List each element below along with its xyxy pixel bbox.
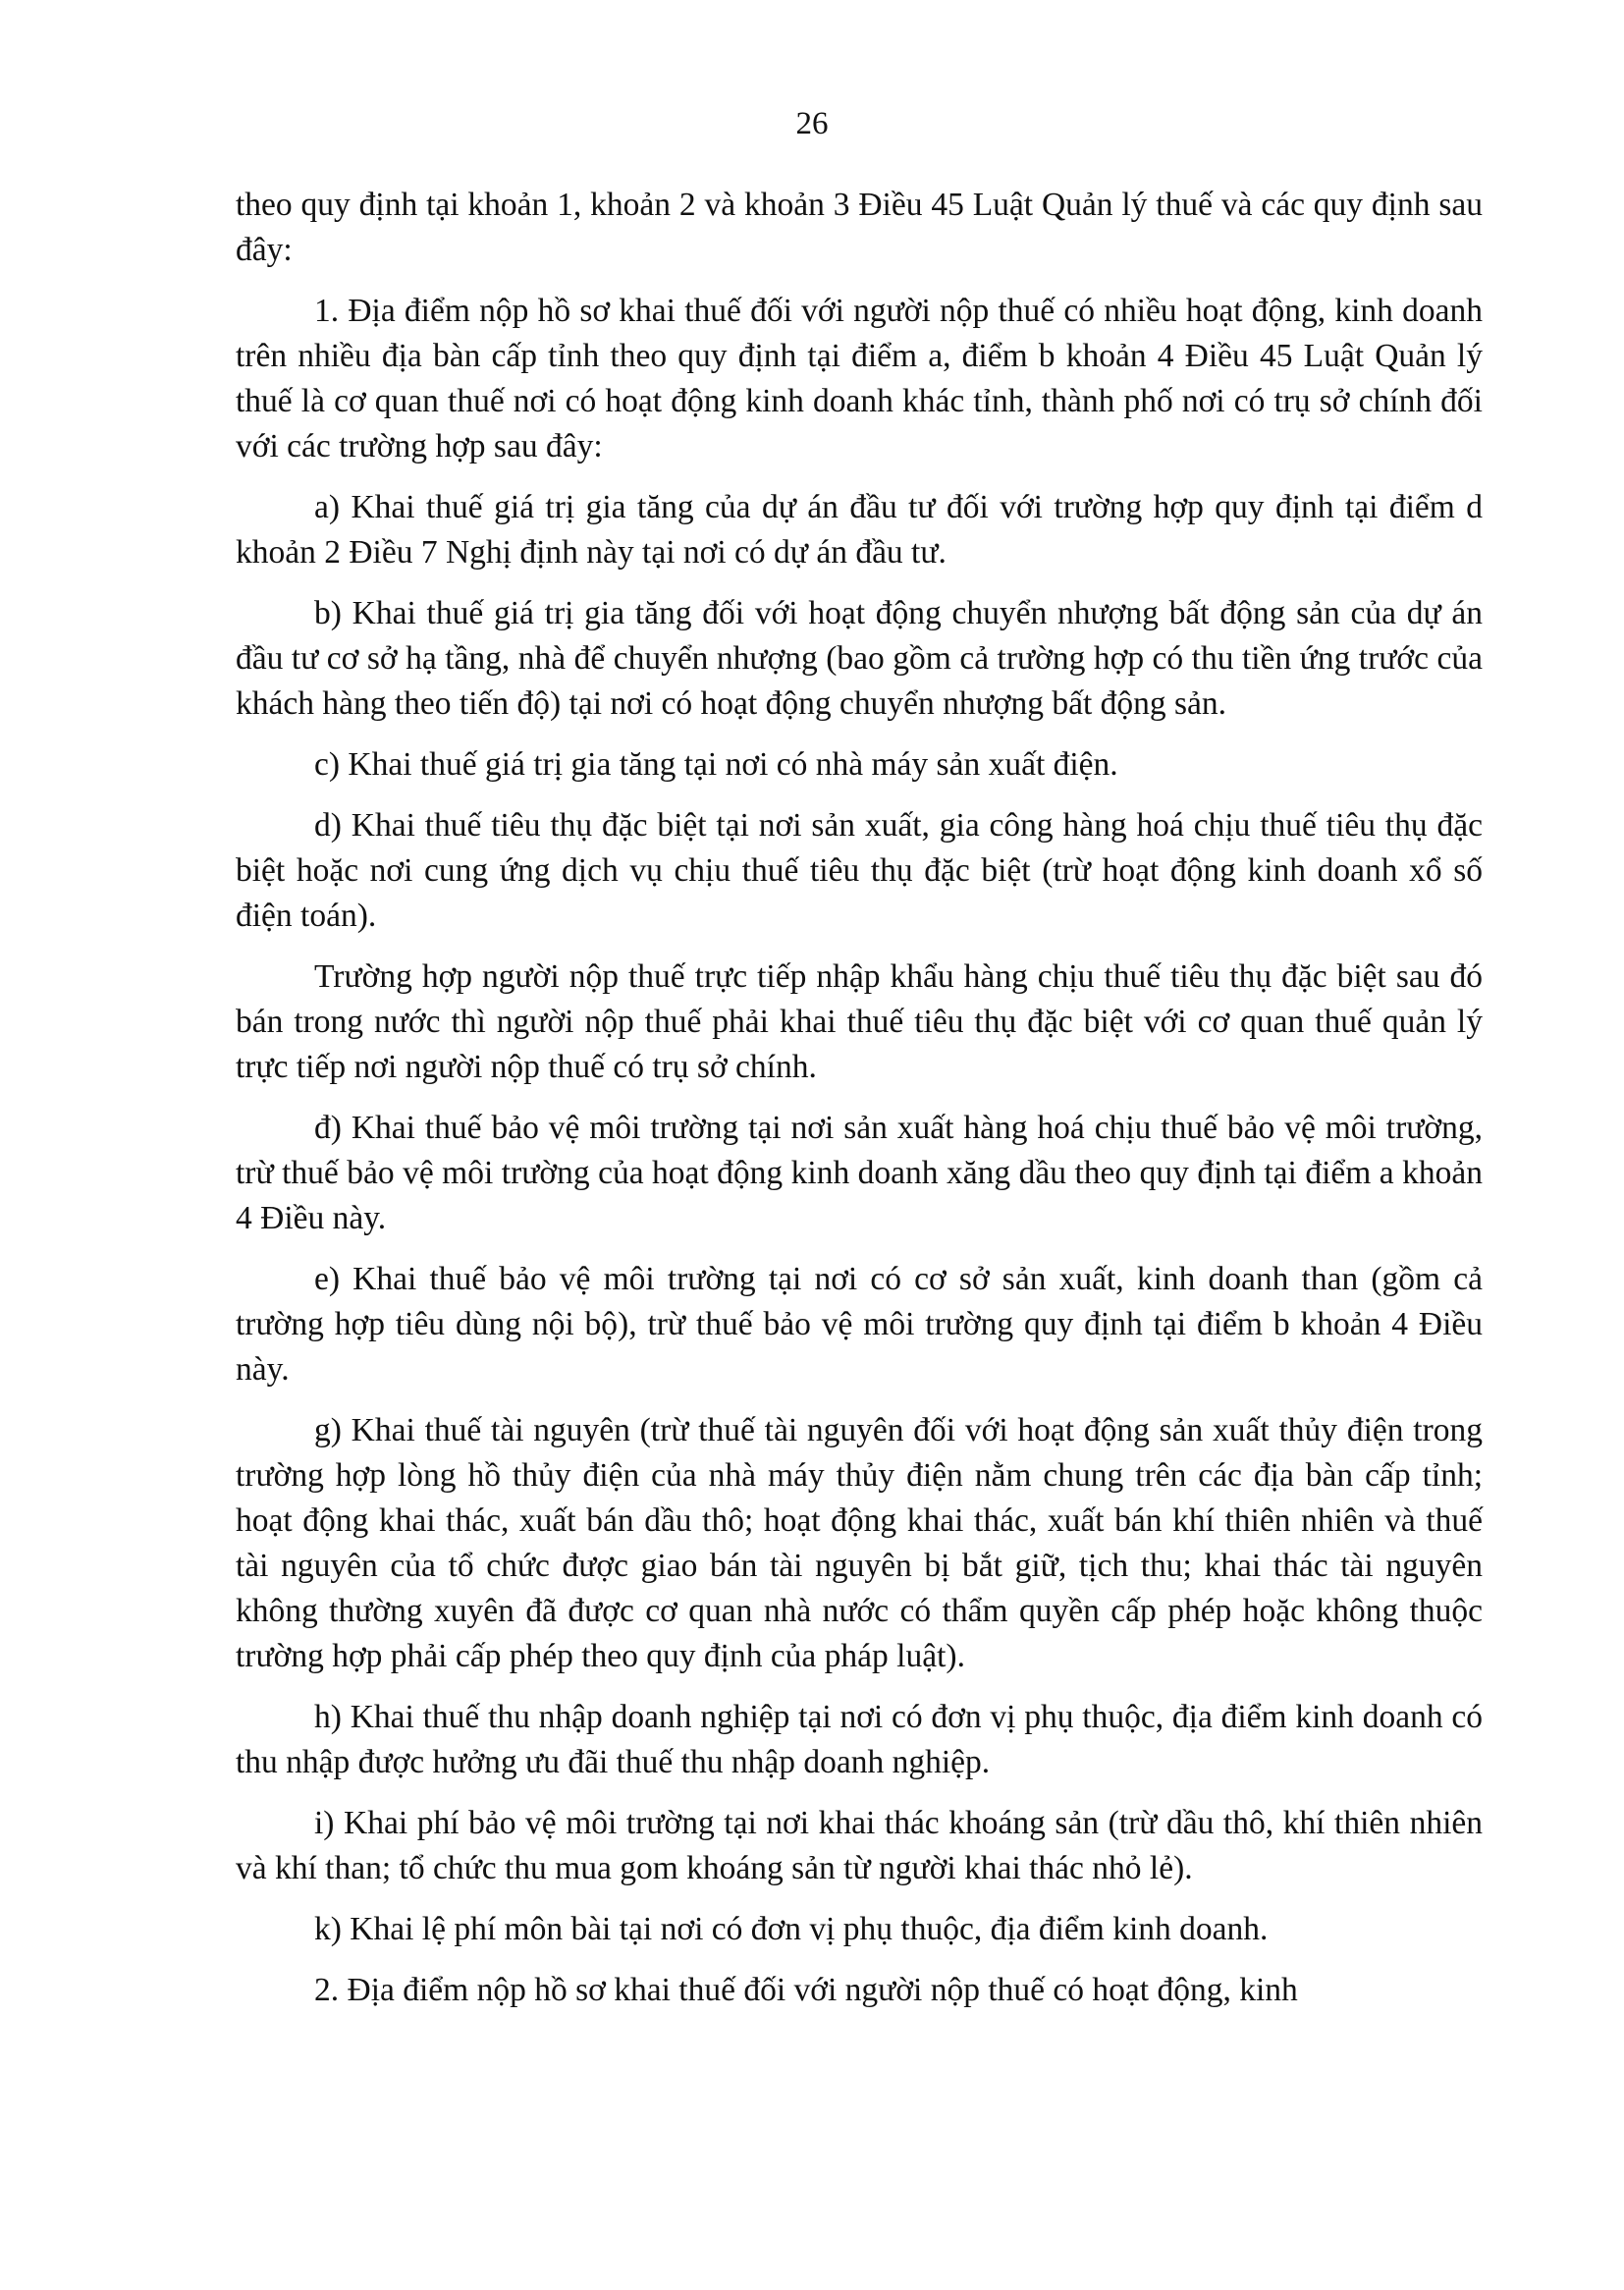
point-h: h) Khai thuế thu nhập doanh nghiệp tại nơi có đơn vị phụ thuộc, địa điểm kinh doanh có thu nhập được hưởng ưu đãi thuế thu nhập doanh nghiệp. <box>236 1699 1483 1780</box>
clause-2: 2. Địa điểm nộp hồ sơ khai thuế đối với người nộp thuế có hoạt động, kinh <box>314 1972 1298 2008</box>
point-k: k) Khai lệ phí môn bài tại nơi có đơn vị phụ thuộc, địa điểm kinh doanh. <box>314 1911 1269 1947</box>
document-body <box>236 183 1483 2029</box>
point-d: d) Khai thuế tiêu thụ đặc biệt tại nơi sản xuất, gia công hàng hoá chịu thuế tiêu thụ đặc biệt hoặc nơi cung ứng dịch vụ chịu thuế tiêu thụ đặc biệt (trừ hoạt động kinh doanh xổ số điện toán). <box>236 807 1483 934</box>
point-b: b) Khai thuế giá trị gia tăng đối với hoạt động chuyển nhượng bất động sản của dự án đầu tư cơ sở hạ tầng, nhà để chuyển nhượng (bao gồm cả trường hợp có thu tiền ứng trước của khách hàng theo tiến độ) tại nơi có hoạt động chuyển nhượng bất động sản. <box>236 595 1483 722</box>
clause-1: 1. Địa điểm nộp hồ sơ khai thuế đối với người nộp thuế có nhiều hoạt động, kinh doanh trên nhiều địa bàn cấp tỉnh theo quy định tại điểm a, điểm b khoản 4 Điều 45 Luật Quản lý thuế là cơ quan thuế nơi có hoạt động kinh doanh khác tỉnh, thành phố nơi có trụ sở chính đối với các trường hợp sau đây: <box>236 293 1483 464</box>
point-g: g) Khai thuế tài nguyên (trừ thuế tài nguyên đối với hoạt động sản xuất thủy điện trong trường hợp lòng hồ thủy điện của nhà máy thủy điện nằm chung trên các địa bàn cấp tỉnh; hoạt động khai thác, xuất bán dầu thô; hoạt động khai thác, xuất bán khí thiên nhiên và thuế tài nguyên của tổ chức được giao bán tài nguyên bị bắt giữ, tịch thu; khai thác tài nguyên không thường xuyên đã được cơ quan nhà nước có thẩm quyền cấp phép hoặc không thuộc trường hợp phải cấp phép theo quy định của pháp luật). <box>236 1412 1483 1674</box>
point-i: i) Khai phí bảo vệ môi trường tại nơi khai thác khoáng sản (trừ dầu thô, khí thiên nhiên và khí than; tổ chức thu mua gom khoáng sản từ người khai thác nhỏ lẻ). <box>236 1805 1483 1886</box>
point-e: e) Khai thuế bảo vệ môi trường tại nơi có cơ sở sản xuất, kinh doanh than (gồm cả trường hợp tiêu dùng nội bộ), trừ thuế bảo vệ môi trường quy định tại điểm b khoản 4 Điều này. <box>236 1261 1483 1388</box>
point-c: c) Khai thuế giá trị gia tăng tại nơi có nhà máy sản xuất điện. <box>314 746 1118 783</box>
page-number: 26 <box>795 106 829 141</box>
paragraph-continuation: theo quy định tại khoản 1, khoản 2 và khoản 3 Điều 45 Luật Quản lý thuế và các quy định sau đây: <box>236 187 1483 268</box>
point-a: a) Khai thuế giá trị gia tăng của dự án đầu tư đối với trường hợp quy định tại điểm d khoản 2 Điều 7 Nghị định này tại nơi có dự án đầu tư. <box>236 489 1483 571</box>
point-dd: đ) Khai thuế bảo vệ môi trường tại nơi sản xuất hàng hoá chịu thuế bảo vệ môi trường, trừ thuế bảo vệ môi trường của hoạt động kinh doanh xăng dầu theo quy định tại điểm a khoản 4 Điều này. <box>236 1110 1483 1236</box>
point-d-note: Trường hợp người nộp thuế trực tiếp nhập khẩu hàng chịu thuế tiêu thụ đặc biệt sau đó bán trong nước thì người nộp thuế phải khai thuế tiêu thụ đặc biệt với cơ quan thuế quản lý trực tiếp nơi người nộp thuế có trụ sở chính. <box>236 958 1483 1085</box>
